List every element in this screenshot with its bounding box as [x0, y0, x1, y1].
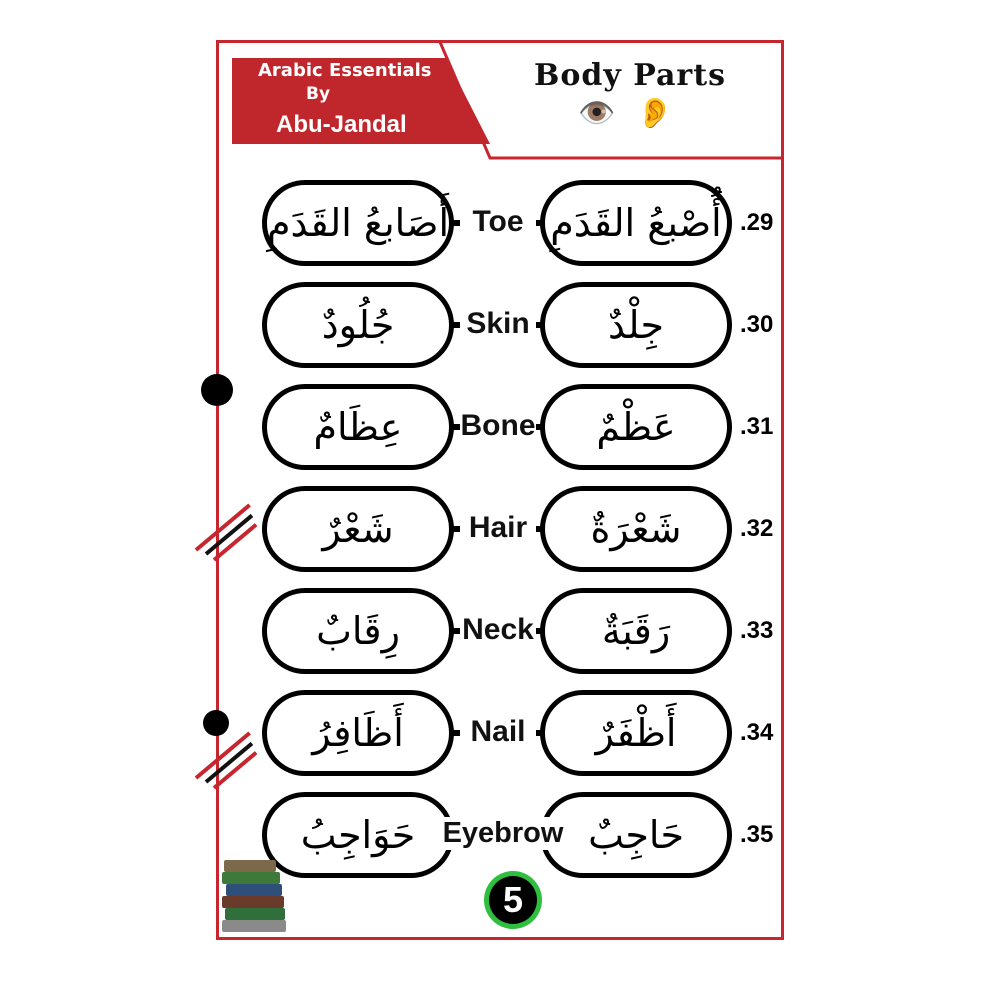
stack-of-books-icon	[222, 852, 292, 942]
eye-icon: 👁️	[578, 96, 616, 131]
english-word: Nail	[460, 715, 536, 749]
english-word: Eyebrow	[440, 817, 566, 850]
plural-box	[262, 384, 454, 470]
plural-arabic: عِظَامٌ	[313, 405, 403, 449]
singular-box	[540, 690, 732, 776]
plural-box	[262, 690, 454, 776]
singular-arabic: رَقَبَةٌ	[601, 609, 671, 653]
singular-box	[540, 588, 732, 674]
english-word: Neck	[460, 613, 536, 647]
plural-arabic: جُلُودٌ	[321, 303, 395, 347]
plural-arabic: شَعْرٌ	[322, 507, 394, 551]
singular-arabic: جِلْدٌ	[607, 303, 665, 347]
page-title: Body Parts	[534, 58, 726, 93]
plural-arabic: حَوَاجِبُ	[300, 813, 416, 857]
item-number: .29	[740, 209, 774, 236]
plural-box	[262, 588, 454, 674]
item-number: .33	[740, 617, 774, 644]
english-word: Bone	[460, 409, 536, 442]
banner-author: Abu-Jandal	[276, 111, 407, 138]
plural-arabic: أَصَابعُ القَدَمِ	[266, 201, 450, 245]
item-number: .31	[740, 413, 774, 440]
singular-box	[540, 180, 732, 266]
plural-arabic: رِقَابٌ	[316, 609, 400, 653]
singular-arabic: شَعْرَةٌ	[590, 507, 682, 551]
english-word: Hair	[460, 511, 536, 545]
page-number: 5	[489, 876, 537, 924]
plural-box	[262, 486, 454, 572]
singular-arabic: أُصْبعُ القَدَمِ	[550, 201, 722, 245]
item-number: .32	[740, 515, 774, 542]
english-word: Toe	[460, 205, 536, 239]
ear-icon: 👂	[636, 96, 674, 131]
singular-box	[540, 282, 732, 368]
singular-arabic: أَظْفَرٌ	[595, 711, 677, 755]
banner-title: Arabic Essentials	[258, 60, 432, 81]
item-number: .34	[740, 719, 774, 746]
plural-box	[262, 282, 454, 368]
singular-arabic: حَاجِبٌ	[588, 813, 684, 857]
plural-box	[262, 180, 454, 266]
banner-by: By	[306, 84, 331, 104]
plural-arabic: أَظَافِرُ	[312, 711, 404, 755]
item-number: .35	[740, 821, 774, 848]
singular-arabic: عَظْمٌ	[596, 405, 676, 449]
singular-box	[540, 384, 732, 470]
item-number: .30	[740, 311, 774, 338]
singular-box	[540, 792, 732, 878]
english-word: Skin	[460, 307, 536, 341]
singular-box	[540, 486, 732, 572]
